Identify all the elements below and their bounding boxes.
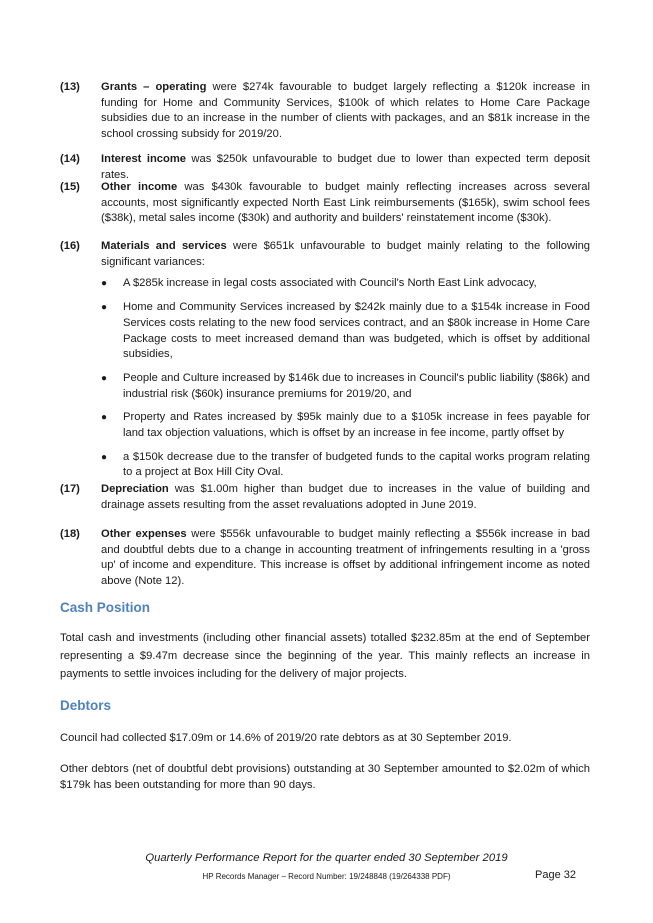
cash-position-paragraph: Total cash and investments (including other financial assets) totalled $232.85m at the end of September representing a $9.47m decrease since the beginning of the year. This mainly reflects an increase in payments to settle invoices including for the delivery of major projects.	[60, 632, 590, 680]
variance-list	[101, 276, 590, 481]
note-number: (14)	[60, 153, 80, 165]
note-text: was $250k unfavourable to budget due to lower than expected term deposit rates.	[101, 153, 590, 181]
note-body	[101, 180, 590, 227]
footer-record-number: HP Records Manager – Record Number: 19/248848 (19/264338 PDF)	[202, 872, 451, 881]
note-number: (13)	[60, 81, 80, 93]
note-15	[60, 180, 590, 227]
note-17	[60, 482, 590, 513]
note-term: Interest income	[101, 153, 186, 165]
note-text: were $651k unfavourable to budget mainly relating to the following significant variances:	[101, 240, 591, 268]
note-text: was $1.00m higher than budget due to increases in the value of building and drainage assets resulting from the asset revaluations adopted in June 2019.	[101, 483, 590, 511]
note-number: (15)	[60, 181, 80, 193]
note-13	[60, 80, 590, 143]
note-number: (16)	[60, 240, 80, 252]
bullet-icon: ●	[101, 372, 108, 384]
bullet-icon: ●	[101, 302, 108, 314]
list-item: ● A $285k increase in legal costs associated with Council's North East Link advocacy,	[101, 276, 590, 292]
note-body	[101, 482, 590, 513]
page-number: Page 32	[535, 869, 576, 881]
note-term: Grants – operating	[101, 81, 207, 93]
note-body	[101, 527, 590, 590]
note-body	[101, 239, 590, 489]
bullet-icon: ●	[101, 412, 108, 424]
debtors-paragraph-2: Other debtors (net of doubtful debt provisions) outstanding at 30 September amounted to $2.02m of which $179k has been outstanding for more than 90 days.	[60, 763, 590, 791]
note-term: Materials and services	[101, 240, 227, 252]
note-text: were $556k unfavourable to budget mainly reflecting a $556k increase in bad and doubtful debts due to a change in accounting treatment of infringements resulting in a 'gross up' of income and expenditure. This increase is offset by additional infringement income as noted above (Note 12).	[101, 528, 590, 588]
note-text: was $430k favourable to budget mainly reflecting increases across several accounts, most significantly expected North East Link reimbursements ($165k), swim school fees ($38k), metal sales income ($30k) and authority and builders' reinstatement income ($30k).	[101, 181, 590, 225]
note-term: Other expenses	[101, 528, 187, 540]
footer-report-title: Quarterly Performance Report for the quarter ended 30 September 2019	[145, 852, 508, 864]
list-item: ● Property and Rates increased by $95k mainly due to a $105k increase in fees payable for land tax objection valuations, which is offset by an increase in fee income, partly offset by	[101, 410, 590, 441]
debtors-heading: Debtors	[60, 698, 112, 713]
note-term: Depreciation	[101, 483, 169, 495]
note-text: were $274k favourable to budget largely reflecting a $120k increase in funding for Home and Community Services, $100k of which relates to Home Care Package subsidies due to an increase in the number of clients with packages, and an $81k increase in the school crossing subsidy for 2019/20.	[101, 81, 591, 141]
note-number: (17)	[60, 483, 80, 495]
note-term: Other income	[101, 181, 178, 193]
note-number: (18)	[60, 528, 80, 540]
bullet-icon: ●	[101, 451, 108, 463]
note-body	[101, 80, 590, 143]
bullet-icon: ●	[101, 278, 108, 290]
list-item: ● People and Culture increased by $146k due to increases in Council's public liability ($86k) and industrial risk ($60k) insurance premiums for 2019/20, and	[101, 371, 590, 402]
note-body	[101, 152, 590, 183]
debtors-paragraph-1: Council had collected $17.09m or 14.6% of 2019/20 rate debtors as at 30 September 2019.	[60, 732, 512, 744]
list-item: ● a $150k decrease due to the transfer of budgeted funds to the capital works program relating to a project at Box Hill City Oval.	[101, 450, 590, 481]
cash-position-heading: Cash Position	[60, 600, 151, 615]
note-18	[60, 527, 590, 590]
note-16	[60, 239, 590, 489]
note-14	[60, 152, 590, 183]
list-item: ● Home and Community Services increased by $242k mainly due to a $154k increase in Food Services costs relating to the new food services contract, and an $80k increase in Home Care Package costs to meet increased demand than was budgeted, which is offset by additional subsidies,	[101, 300, 590, 363]
